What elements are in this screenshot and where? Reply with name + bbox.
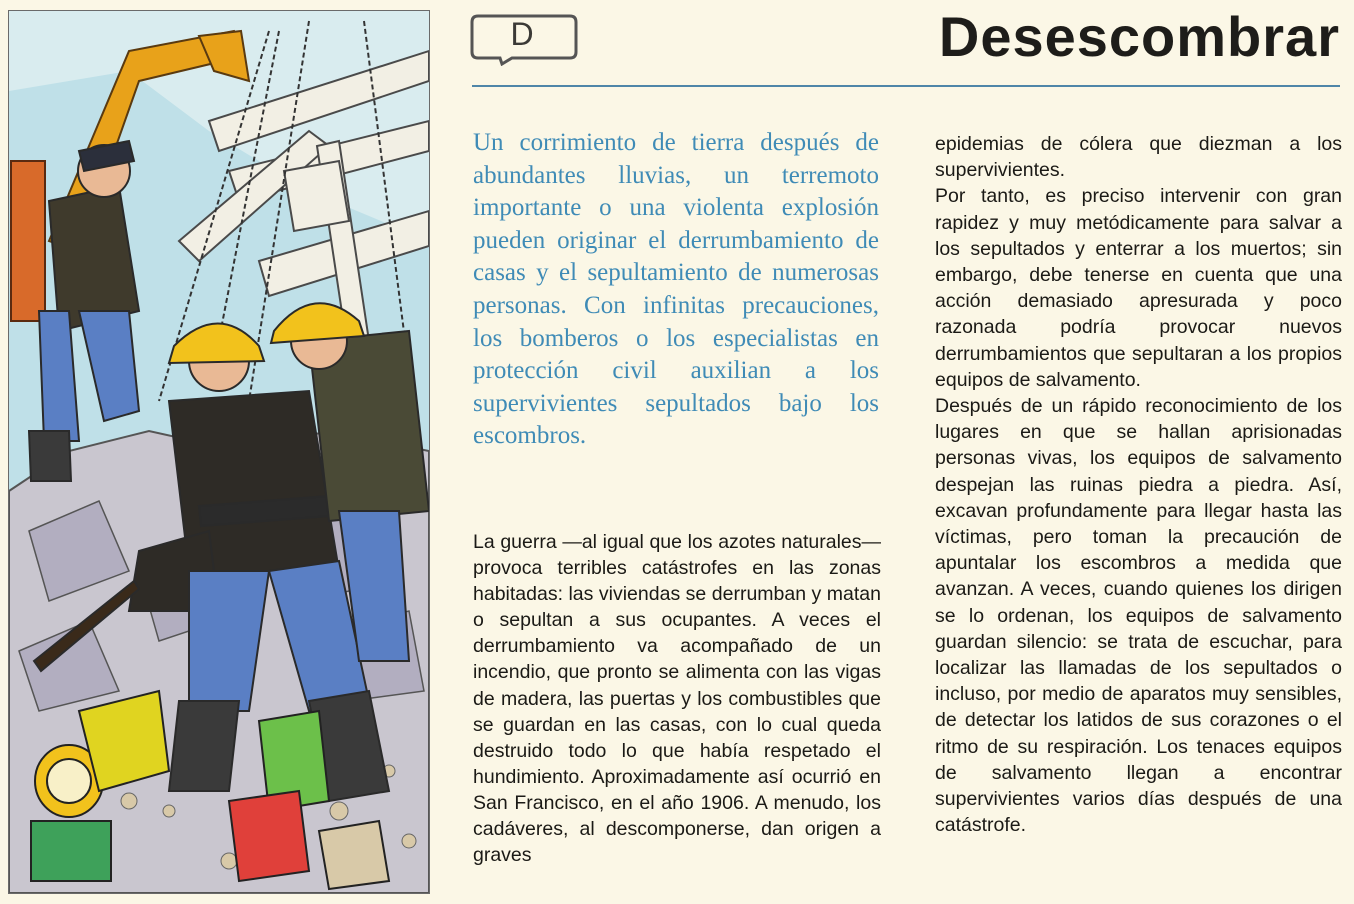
index-letter: D: [510, 16, 534, 52]
rescue-scene-image: [9, 11, 429, 893]
rescue-illustration: [8, 10, 430, 894]
body-column-left: [473, 529, 881, 868]
index-letter-tab: [470, 14, 576, 60]
body-paragraph: epidemias de cólera que diezman a los supervivientes.: [935, 133, 1342, 182]
title-divider: [472, 85, 1340, 87]
intro-paragraph: Un corrimiento de tierra después de abundantes lluvias, un terremoto importante o una violenta explosión pueden originar el derrumbamiento de casas y el sepultamiento de numerosas personas. Con infinitas precauciones, los bomberos o los especialistas en protección civil auxilian a los supervivientes sepultados bajo los escombros.: [473, 129, 879, 450]
body-paragraph: La guerra —al igual que los azotes naturales— provoca terribles catástrofes en las zonas habitadas: las viviendas se derrumban y matan o sepultan a sus ocupantes. A veces el derrumbamiento va acompañado de un incendio, que pronto se alimenta con las vigas de madera, las puertas y los combustibles que se guardan en las casas, con lo cual queda destruido todo lo que había respetado el hundimiento. Aproximadamente así ocurrió en San Francisco, en el año 1906. A menudo, los cadáveres, al descomponerse, dan origen a graves: [473, 531, 881, 867]
page-title: Desescombrar: [938, 5, 1340, 68]
body-paragraph: Después de un rápido reconocimiento de los lugares en que se hallan aprisionadas personas vivas, los equipos de salvamento despejan las ruinas piedra a piedra. Así, excavan profundamente para llegar hasta las víctimas, pero toman la precaución de apuntalar los escombros a medida que avanzan. A veces, cuando quienes los dirigen se lo ordenan, los equipos de salvamento guardan silencio: se trata de escuchar, para localizar las llamadas de los sepultados o incluso, por medio de aparatos muy sensibles, de detectar los latidos de sus corazones o el ritmo de su respiración. Los tenaces equipos de salvamento llegan a encontrar supervivientes varios días después de una catástrofe.: [935, 395, 1342, 837]
body-paragraph: Por tanto, es preciso intervenir con gran rapidez y muy metódicamente para salvar a los sepultados y enterrar a los muertos; sin embargo, debe tenerse en cuenta que una acción demasiado apresurada y poco razonada podría provocar nuevos derrumbamientos que sepultaran a los propios equipos de salvamento.: [935, 185, 1342, 391]
body-column-right: [935, 131, 1342, 838]
